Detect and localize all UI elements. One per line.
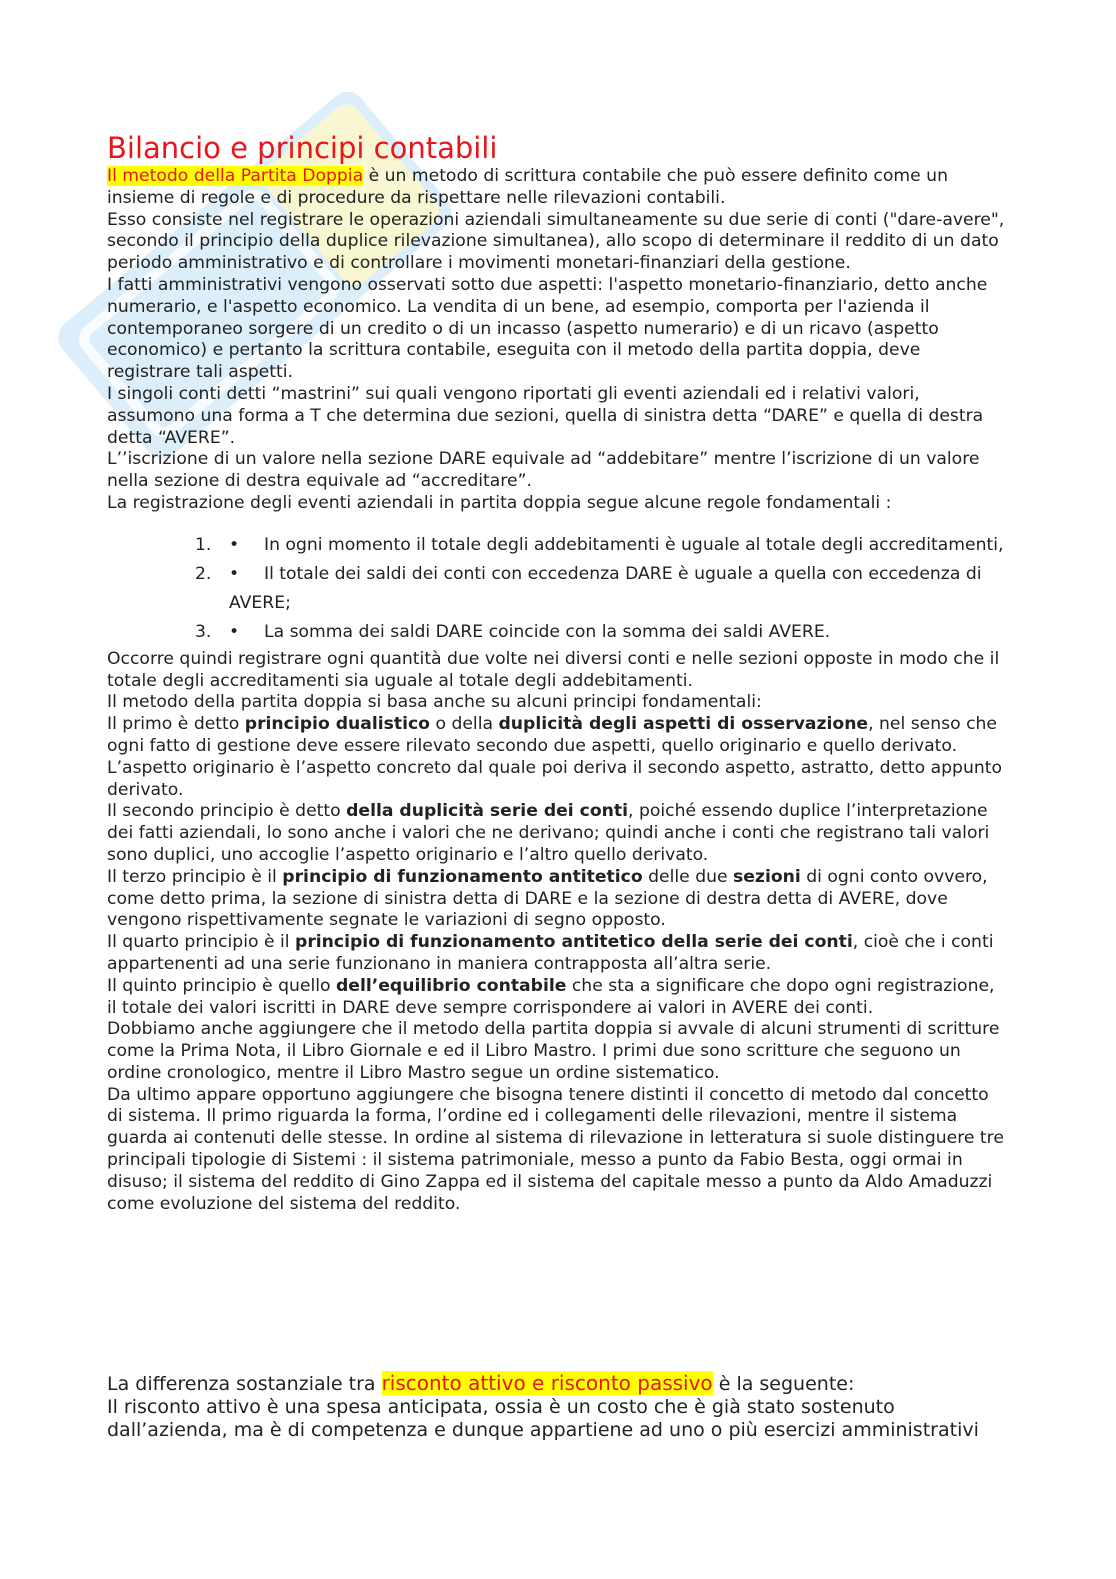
paragraph-iscrizione: L’’iscrizione di un valore nella sezione DARE equivale ad “addebitare” mentre l’iscrizione di un valore nella sezione di destra equivale ad “accreditare”.: [107, 449, 980, 492]
risconto-section: [107, 1372, 1017, 1442]
list-item: 3. • La somma dei saldi DARE coincide con la somma dei saldi AVERE.: [107, 618, 1007, 647]
intro-highlight: Il metodo della Partita Doppia: [107, 166, 364, 186]
paragraph-regole: La registrazione degli eventi aziendali in partita doppia segue alcune regole fondamentali :: [107, 492, 892, 513]
paragraph-quinto-principio: Il quinto principio è quello dell’equilibrio contabile che sta a significare che dopo ogni registrazione, il totale dei valori iscritti in DARE deve sempre corrispondere ai valori in AVERE dei conti.: [107, 975, 995, 1018]
risconto-highlight: risconto attivo e risconto passivo: [381, 1371, 713, 1395]
bullet-icon: •: [229, 563, 240, 584]
rules-list: [107, 531, 1007, 647]
intro-rest: è un metodo di scrittura contabile che può essere definito come un insieme di regole e di procedure da rispettare nelle rilevazioni contabili.: [107, 166, 948, 208]
paragraph-occorre: Occorre quindi registrare ogni quantità due volte nei diversi conti e nelle sezioni opposte in modo che il totale degli accreditamenti sia uguale al totale degli addebitamenti.: [107, 648, 1000, 691]
paragraph-terzo-principio: Il terzo principio è il principio di funzionamento antitetico delle due sezioni di ogni conto ovvero, come detto prima, la sezione di sinistra detta di DARE e la sezione di destra detta di AVERE, dove vengono rispettivamente segnate le variazioni di segno opposto.: [107, 866, 988, 931]
paragraph-secondo-principio: Il secondo principio è detto della duplicità serie dei conti, poiché essendo duplice l’interpretazione dei fatti aziendali, lo sono anche i valori che ne derivano; quindi anche i conti che registrano tali valori sono duplici, uno accoglie l’aspetto originario e l’altro quello derivato.: [107, 801, 990, 865]
paragraph-esso: Esso consiste nel registrare le operazioni aziendali simultaneamente su due serie di conti ("dare-avere", secondo il principio della duplice rilevazione simultanea), allo scopo di determinare il reddito di un dato periodo amministrativo e di controllare i movimenti monetari-finanziari della gestione.: [107, 209, 1005, 274]
list-item: 2. • Il totale dei saldi dei conti con eccedenza DARE è uguale a quella con eccedenza di AVERE;: [107, 560, 1007, 618]
bullet-icon: •: [229, 621, 240, 642]
document-body: [107, 130, 1007, 1215]
paragraph-fatti: I fatti amministrativi vengono osservati sotto due aspetti: l'aspetto monetario-finanziario, detto anche numerario, e l'aspetto economico. La vendita di un bene, ad esempio, comporta per l'azienda il contemporaneo sorgere di un credito o di un incasso (aspetto numerario) e di un ricavo (aspetto economico) e pertanto la scrittura contabile, eseguita con il metodo della partita doppia, deve registrare tali aspetti.: [107, 274, 988, 383]
paragraph-mastrini: I singoli conti detti “mastrini” sui quali vengono riportati gli eventi aziendali ed i relativi valori, assumono una forma a T che determina due sezioni, quella di sinistra detta “DARE” e quella di destra detta “AVERE”.: [107, 383, 984, 448]
paragraph-principi: Il metodo della partita doppia si basa anche su alcuni principi fondamentali:: [107, 692, 762, 713]
paragraph-risconto-attivo: Il risconto attivo è una spesa anticipata, ossia è un costo che è già stato sostenuto dall’azienda, ma è di competenza e dunque appartiene ad uno o più esercizi amministrativi: [107, 1396, 979, 1441]
paragraph-risconto-intro: La differenza sostanziale tra risconto attivo e risconto passivo è la seguente:: [107, 1371, 855, 1395]
paragraph-aspetto-originario: L’aspetto originario è l’aspetto concreto dal quale poi deriva il secondo aspetto, astratto, detto appunto derivato.: [107, 757, 1003, 800]
page-title: Bilancio e principi contabili: [107, 131, 498, 165]
paragraph-primo-principio: Il primo è detto principio dualistico o della duplicità degli aspetti di osservazione, nel senso che ogni fatto di gestione deve essere rilevato secondo due aspetti, quello originario e quello derivato.: [107, 714, 997, 756]
intro-paragraph: [107, 166, 1007, 210]
bullet-icon: •: [229, 534, 240, 555]
paragraph-sistemi: Da ultimo appare opportuno aggiungere che bisogna tenere distinti il concetto di metodo dal concetto di sistema. Il primo riguarda la forma, l’ordine ed i collegamenti delle rilevazioni, mentre il sistema guarda ai contenuti delle stesse. In ordine al sistema di rilevazione in letteratura si suole distinguere tre principali tipologie di Sistemi : il sistema patrimoniale, messo a punto da Fabio Besta, oggi ormai in disuso; il sistema del reddito di Gino Zappa ed il sistema del capitale messo a punto da Aldo Amaduzzi come evoluzione del sistema del reddito.: [107, 1084, 1004, 1214]
list-item: 1. • In ogni momento il totale degli addebitamenti è uguale al totale degli accreditamenti,: [107, 531, 1007, 560]
paragraph-strumenti: Dobbiamo anche aggiungere che il metodo della partita doppia si avvale di alcuni strumenti di scritture come la Prima Nota, il Libro Giornale e ed il Libro Mastro. I primi due sono scritture che seguono un ordine cronologico, mentre il Libro Mastro segue un ordine sistematico.: [107, 1019, 1000, 1083]
paragraph-quarto-principio: Il quarto principio è il principio di funzionamento antitetico della serie dei conti, cioè che i conti appartenenti ad una serie funzionano in maniera contrapposta all’altra serie.: [107, 932, 994, 974]
